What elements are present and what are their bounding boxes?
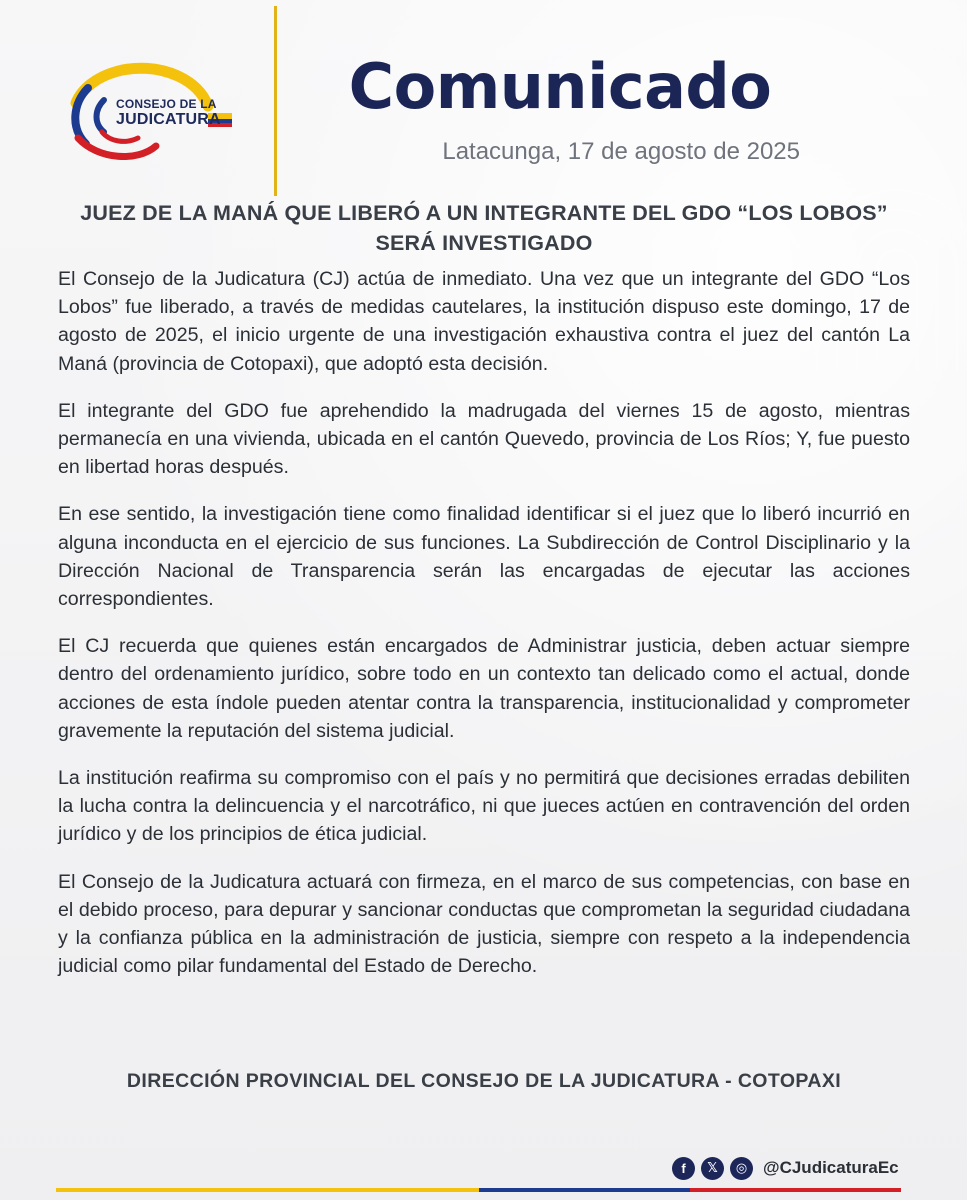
paragraph: El integrante del GDO fue aprehendido la madrugada del viernes 15 de agosto, mientras permanecía en una vivienda, ubicada en el cantón Quevedo, provincia de Los Ríos; Y, fue puesto en libertad horas después. — [58, 399, 910, 479]
paragraph: El CJ recuerda que quienes están encargados de Administrar justicia, deben actuar siempre dentro del ordenamiento jurídico, sobre todo en un contexto tan delicado como el actual, donde acciones de esta índole pueden atentar contra la transparencia, institucionalidad y comprometer gravemente la reputación del sistema judicial. — [58, 635, 910, 742]
x-twitter-icon[interactable]: 𝕏 — [701, 1157, 724, 1180]
social-links — [672, 1152, 899, 1184]
logo-line-1: CONSEJO DE LA — [116, 97, 217, 111]
paragraph: En ese sentido, la investigación tiene como finalidad identificar si el juez que lo liberó incurrió en alguna inconducta en el ejercicio de sus funciones. La Subdirección de Control Disciplinario y la Dirección Nacional de Transparencia serán las encargadas de ejecutar las acciones correspondientes. — [58, 503, 910, 611]
flag-red — [690, 1188, 901, 1192]
flag-yellow — [56, 1188, 479, 1192]
page-title: Comunicado — [348, 50, 772, 123]
instagram-icon[interactable]: ◎ — [730, 1157, 753, 1180]
paragraph: El Consejo de la Judicatura actuará con firmeza, en el marco de sus competencias, con base en el debido proceso, para depurar y sancionar conductas que comprometan la seguridad ciudadana y la confianza pública en la administración de justicia, siempre con respeto a la independencia judicial como pilar fundamental del Estado de Derecho. — [58, 870, 910, 978]
logo-line-2: JUDICATURA — [116, 111, 221, 128]
paragraph: El Consejo de la Judicatura (CJ) actúa de inmediato. Una vez que un integrante del GDO “Los Lobos” fue liberado, a través de medidas cautelares, la institución dispuso este domingo, 17 de agosto de 2025, el inicio urgente de una investigación exhaustiva contra el juez del cantón La Maná (provincia de Cotopaxi), que adoptó esta decisión. — [58, 268, 910, 375]
signature: DIRECCIÓN PROVINCIAL DEL CONSEJO DE LA JUDICATURA - COTOPAXI — [126, 1070, 842, 1092]
headline: JUEZ DE LA MANÁ QUE LIBERÓ A UN INTEGRANTE DEL GDO “LOS LOBOS” SERÁ INVESTIGADO — [80, 201, 888, 255]
social-handle[interactable]: @CJudicaturaEc — [763, 1158, 899, 1177]
facebook-icon[interactable]: f — [672, 1157, 695, 1180]
header — [0, 0, 967, 190]
flag-blue — [479, 1188, 690, 1192]
logo-text — [116, 98, 221, 128]
paragraph: La institución reafirma su compromiso con el país y no permitirá que decisiones erradas debiliten la lucha contra la delincuencia y el narcotráfico, ni que jueces actúen en contravención del orden jurídico y de los principios de ética judicial. — [58, 767, 910, 846]
header-divider — [274, 6, 277, 196]
main-content — [58, 198, 910, 999]
date-line: Latacunga, 17 de agosto de 2025 — [442, 138, 800, 165]
flag-stripe — [56, 1188, 901, 1192]
